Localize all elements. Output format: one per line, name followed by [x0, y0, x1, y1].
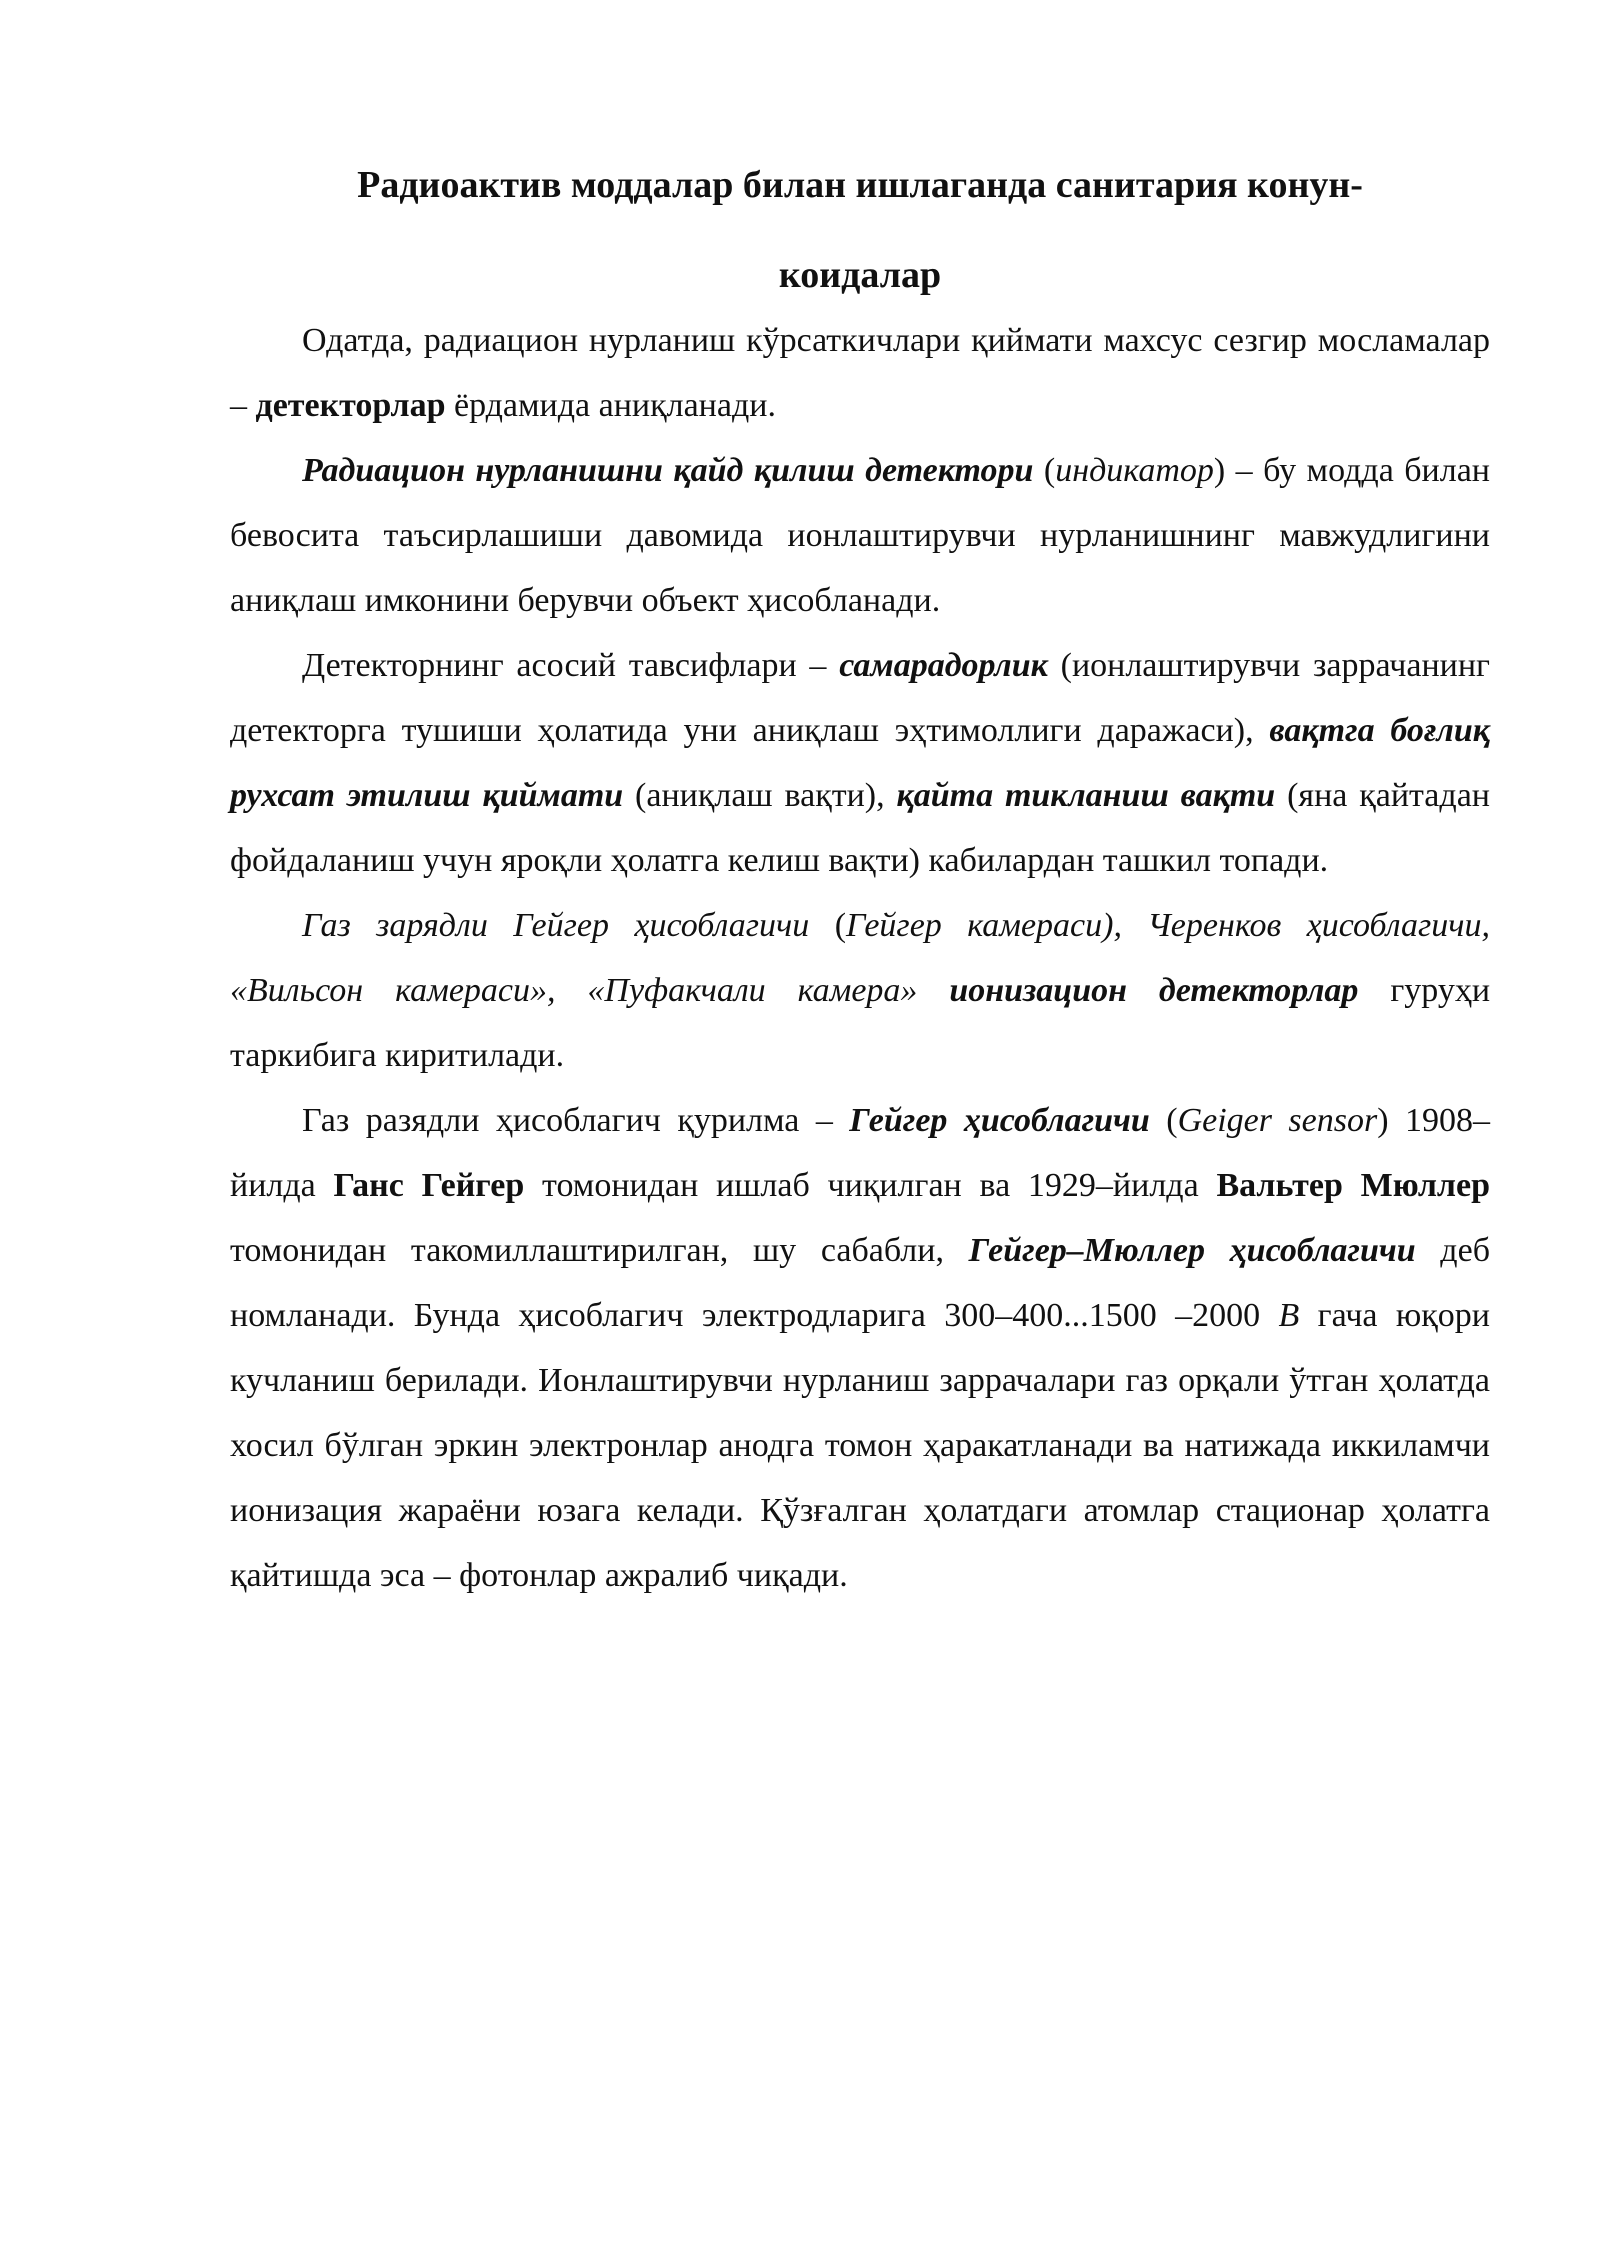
paragraph-5-text-1: Газ разядли ҳисоблагич қурилма – — [302, 1102, 850, 1139]
paragraph-4-text-2 — [917, 972, 949, 1009]
term-indicator: индикатор — [1055, 452, 1214, 489]
document-content — [230, 140, 1490, 1608]
paragraph-1-text-1: Одатда, радиацион нурланиш кўрсаткичлари қиймати махсус сезгир мосламалар – — [230, 322, 1490, 424]
title-line-1: Радиоактив моддалар билан ишлаганда санитария конун- — [357, 164, 1363, 206]
paragraph-2 — [230, 438, 1490, 633]
paragraph-4 — [230, 893, 1490, 1088]
paragraph-3-text-4: (яна қайтадан фойдаланиш учун яроқли ҳолатга келиш вақти) кабилардан ташкил топади. — [230, 777, 1490, 879]
term-ionization-detectors: ионизацион детекторлар — [949, 972, 1359, 1009]
paragraph-5-text-3: ) 1908–йилда — [230, 1102, 1490, 1204]
paragraph-1-text-2: ёрдамида аниқланади. — [445, 387, 776, 424]
paragraph-2-text-1: ( — [1033, 452, 1056, 489]
paragraph-4-text-1: ( — [809, 907, 847, 944]
name-walther-muller: Вальтер Мюллер — [1216, 1167, 1490, 1204]
term-geiger-muller-counter: Гейгер–Мюллер ҳисоблагичи — [968, 1232, 1416, 1269]
unit-volt: В — [1278, 1297, 1300, 1334]
paragraph-2-text-2: ) – бу модда билан бевосита таъсирлашиши давомида ионлаштирувчи нурланишнинг мавжудлигини аниқлаш имконини берувчи объект ҳисобланади. — [230, 452, 1490, 619]
paragraph-3 — [230, 633, 1490, 893]
term-time-resolution: вақтга боғлиқ рухсат этилиш қиймати — [230, 712, 1490, 814]
term-recovery-time: қайта тикланиш вақти — [896, 777, 1276, 814]
paragraph-5-text-4: томонидан ишлаб чиқилган ва 1929–йилда — [524, 1167, 1217, 1204]
paragraph-3-text-1: Детекторнинг асосий тавсифлари – — [302, 647, 840, 684]
term-efficiency: самарадорлик — [839, 647, 1048, 684]
name-hans-geiger: Ганс Гейгер — [333, 1167, 525, 1204]
term-radiation-detector: Радиацион нурланишни қайд қилиш детектори — [302, 452, 1034, 489]
paragraph-5-text-6: деб номланади. Бунда ҳисоблагич электродларига 300–400...1500 –2000 — [230, 1232, 1490, 1334]
paragraph-5-text-5: томонидан такомиллаштирилган, шу сабабли, — [230, 1232, 969, 1269]
paragraph-5-text-7: гача юқори кучланиш берилади. Ионлаштирувчи нурланиш заррачалари газ орқали ўтган ҳолатда хосил бўлган эркин электронлар анодга томон ҳаракатланади ва натижада иккиламчи ионизация жараёни юзага келади. Қўзғалган ҳолатдаги атомлар стационар ҳолатга қайтишда эса – фотонлар ажралиб чиқади. — [230, 1297, 1491, 1594]
term-detectors: детекторлар — [255, 387, 446, 424]
term-geiger-sensor: Geiger sensor — [1177, 1102, 1378, 1139]
paragraph-3-text-3: (аниқлаш вақти), — [623, 777, 897, 814]
paragraph-5-text-2: ( — [1149, 1102, 1178, 1139]
paragraph-4-text-3: гуруҳи таркибига киритилади. — [230, 972, 1491, 1074]
paragraph-3-text-2: (ионлаштирувчи заррачанинг детекторга тушиши ҳолатида уни аниқлаш эҳтимоллиги даражаси), — [230, 647, 1490, 749]
term-geiger-counter-bold: Гейгер ҳисоблагичи — [849, 1102, 1150, 1139]
term-geiger-chamber: Гейгер камераси — [846, 907, 1103, 944]
term-other-detectors: ), Черенков ҳисоблагичи, «Вильсон камераси», «Пуфакчали камера» — [230, 907, 1490, 1009]
document-title — [230, 140, 1490, 320]
paragraph-5 — [230, 1088, 1490, 1608]
title-line-2: коидалар — [778, 254, 942, 296]
term-geiger-counter: Газ зарядли Гейгер ҳисоблагичи — [302, 907, 810, 944]
paragraph-1 — [230, 308, 1490, 438]
